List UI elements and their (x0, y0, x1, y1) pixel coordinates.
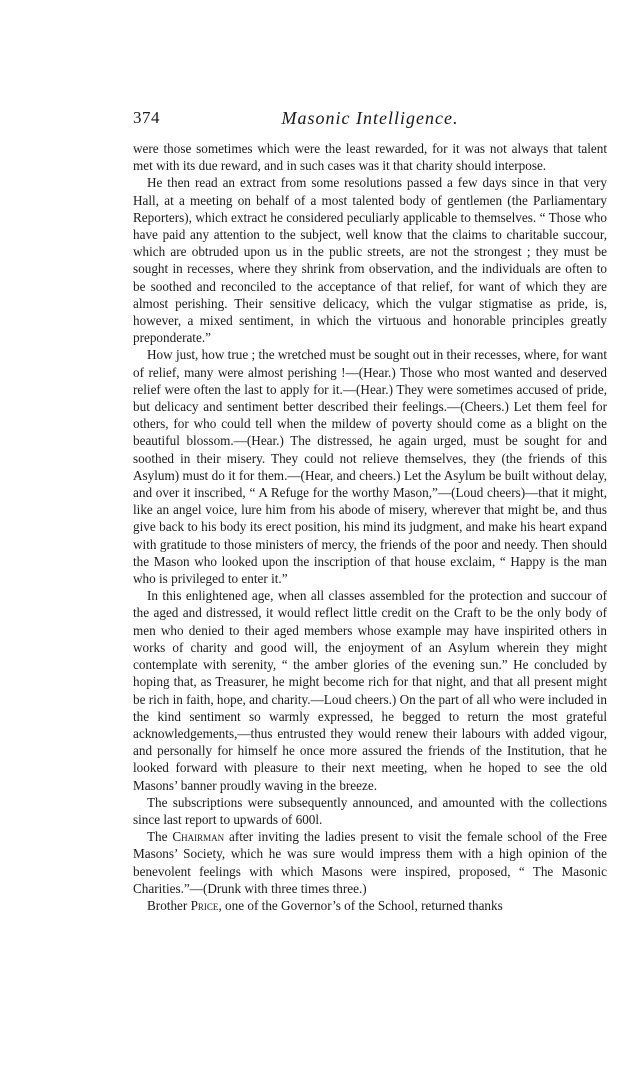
paragraph-text: How just, how true ; the wretched must be sought out in their recesses, where, for want of relief, many were almost perishing !—(Hear.) Those who most wanted and deserved relief were often the last to apply for it.—(Hear.) They were sometimes accused of pride, but delicacy and sentiment better described their feelings.—(Cheers.) Let them feel for others, for who could tell when the mildew of poverty should come as a blight on the beautiful blossom.—(Hear.) The distressed, he again urged, must be sought for and soothed in their misery. They could not relieve themselves, they (the friends of this Asylum) must do it for them.—(Hear, and cheers.) Let the Asylum be built without delay, and over it inscribed, “ A Refuge for the worthy Mason,”—(Loud cheers)—that it might, like an angel voice, lure him from his abode of misery, wherever that might be, and thus give back to his body its erect position, his mind its judgment, and make his heart expand with gratitude to those ministers of mercy, the friends of the poor and needy. Then should the Mason who looked upon the inscription of that house exclaim, “ Happy is the man who is privileged to enter it.” (133, 347, 607, 587)
speaker-name: Chairman (172, 829, 225, 845)
paragraph (133, 794, 607, 828)
page (133, 108, 607, 914)
paragraph-text: , one of the Governor’s of the School, returned thanks (218, 897, 503, 913)
paragraph (133, 174, 607, 346)
paragraph-text: were those sometimes which were the least rewarded, for it was not always that talent met with its due reward, and in such cases was it that charity should interpose. (133, 141, 607, 174)
page-header (133, 108, 607, 134)
body-text (133, 140, 607, 914)
paragraph (133, 346, 607, 587)
paragraph-text: In this enlightened age, when all classes assembled for the protection and succour of the aged and distressed, it would reflect little credit on the Craft to be the only body of men who denied to their aged members whose example may have inspirited others in works of charity and good will, the enjoyment of an Asylum wherein they might contemplate with serenity, “ the amber glories of the evening sun.” He concluded by hoping that, as Treasurer, he might become rich for that night, and that all present might be rich in faith, hope, and charity.—Loud cheers.) On the part of all who were included in the kind sentiment so warmly expressed, he begged to return the most grateful acknowledgements,—thus entrusted they would renew their labours with added vigour, and personally for himself he once more assured the friends of the Institution, that he looked forward with pleasure to their next meeting, when he hoped to see the old Masons’ banner proudly waving in the breeze. (133, 588, 607, 793)
paragraph-lead: The (147, 829, 173, 845)
speaker-name: Price (190, 897, 219, 913)
paragraph-text: The subscriptions were subsequently announced, and amounted with the collections since last report to upwards of 600l. (133, 794, 607, 827)
paragraph (133, 587, 607, 793)
page-number: 374 (133, 108, 160, 127)
paragraph-text: He then read an extract from some resolutions passed a few days since in that very Hall, at a meeting on behalf of a most talented body of gentlemen (the Parliamentary Reporters), which extract he considered peculiarly applicable to themselves. “ Those who have paid any attention to the subject, well know that the claims to charitable succour, which are obtruded upon us in the public streets, are not the strongest ; they must be sought in recesses, where they shrink from observation, and the individuals are often to be soothed and reconciled to the acceptance of that relief, for want of which they are almost perishing. Their sensitive delicacy, which the vulgar stigmatise as pride, is, however, a mixed sentiment, in which the virtuous and honorable principles greatly preponderate.” (133, 175, 607, 346)
paragraph (133, 897, 607, 914)
paragraph-lead: Brother (147, 897, 191, 913)
paragraph (133, 828, 607, 897)
running-title: Masonic Intelligence. (281, 108, 459, 128)
paragraph (133, 140, 607, 174)
paragraph-text: after inviting the ladies present to visit the female school of the Free Masons’ Society, which he was sure would impress them with a high opinion of the benevolent feelings with which Masons were inspired, proposed, “ The Masonic Charities.”—(Drunk with three times three.) (133, 829, 607, 896)
